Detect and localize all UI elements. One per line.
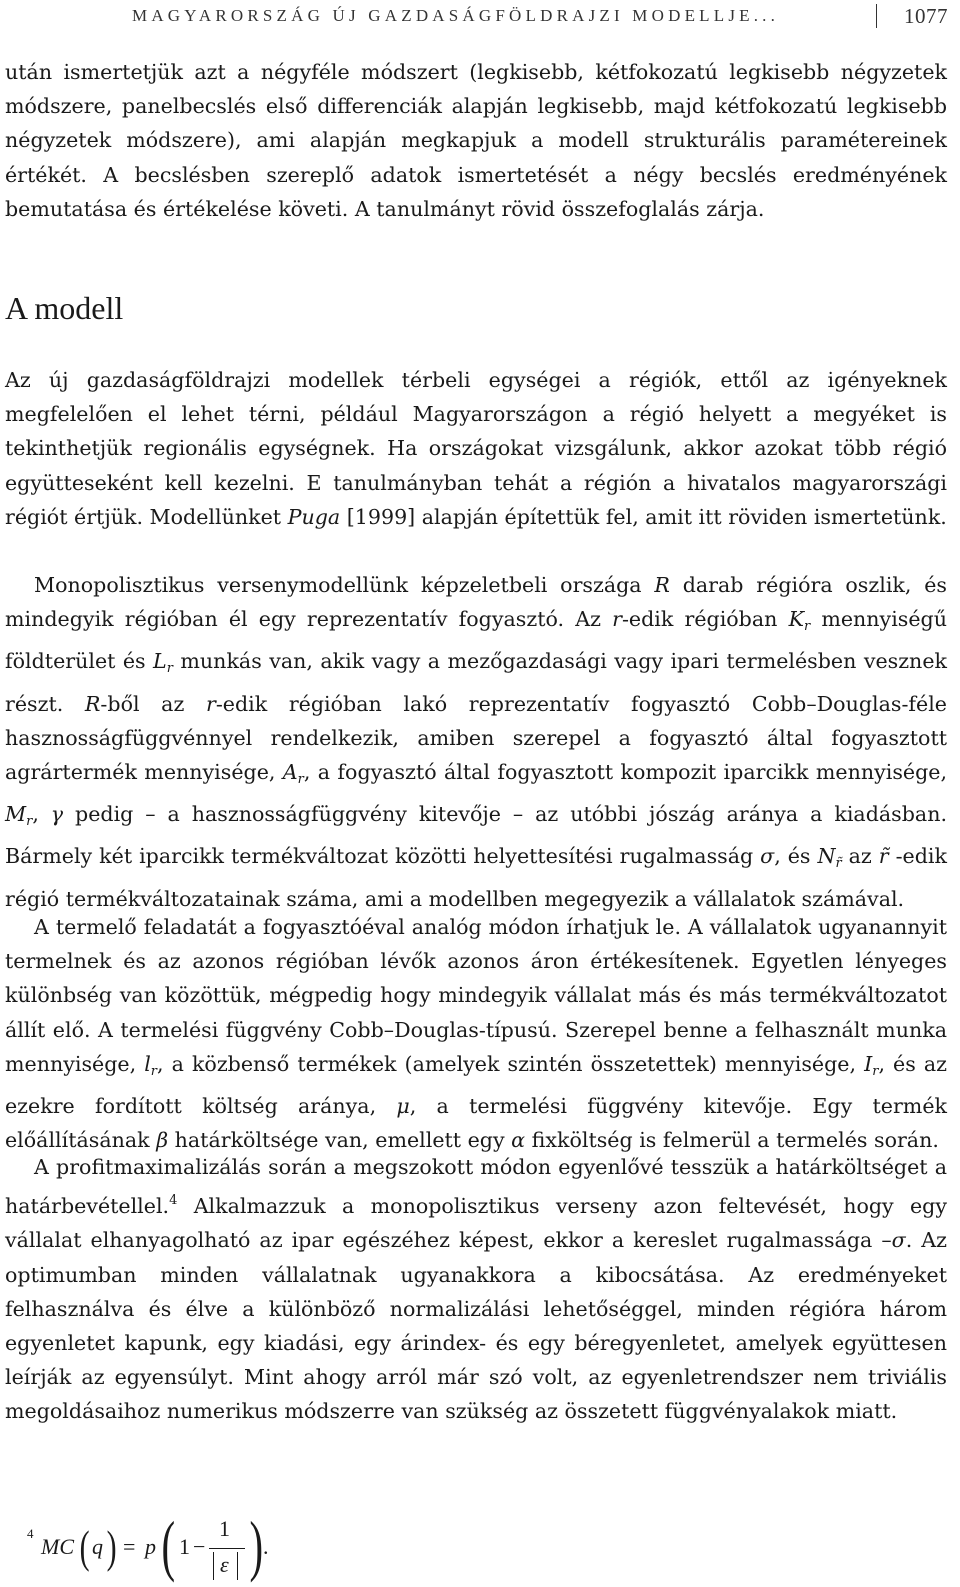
footnote-reference: 4 (169, 1193, 178, 1209)
footnote-number: 4 (27, 1526, 34, 1541)
paragraph-regions: Az új gazdaságföldrajzi modellek térbeli egységei a régiók, ettől az igényeknek megfelelően el lehet térni, például Magyarországon a régió helyett a megyéket is tekinthetjük regionális egységnek. Ha országokat vizsgálunk, akkor azokat több régió együtteseként kell kezelni. E tanulmányban tehát a régión a hivatalos magyarországi régiót értjük. Modellünket Puga [1999] alapján építettük fel, amit itt röviden ismertetünk. (5, 368, 947, 529)
paragraph-consumer: Monopolisztikus versenymodellünk képzeletbeli országa R darab régióra oszlik, és mindegyik régióban él egy reprezentatív fogyasztó. Az r-edik régióban $K_r$ mennyiségű földterület és $L_r$ munkás van, akik vagy a mezőgazdasági vagy ipari termelésben vesznek részt. R-ből az r-edik régióban lakó reprezentatív fogyasztó Cobb–Douglas-féle hasznosságfüggvénnyel rendelkezik, amiben szerepel a fogyasztó által fogyasztott agrártermék mennyisége, $A_r$, a fogyasztó által fogyasztott kompozit iparcikk mennyisége, $M_r$, γ pedig – a hasznosságfüggvény kitevője – az utóbbi jószág aránya a kiadásban. Bármely két iparcikk termékváltozat közötti helyettesítési rugalmasság σ, és $N_{r̃}$ az r̃ -edik régió termékváltozatainak száma, ami a modellben megegyezik a vállalatok számával. (5, 573, 948, 911)
footnote-formula: MC ( q ) = p ( 1 − 1 ε ) . (41, 1507, 269, 1583)
footnote (27, 1507, 433, 1584)
running-head-title: MAGYARORSZÁG ÚJ GAZDASÁGFÖLDRAJZI MODELLJE... (132, 6, 780, 25)
running-head-separator (876, 4, 877, 28)
intro-paragraph: után ismertetjük azt a négyféle módszert (legkisebb, kétfokozatú legkisebb négyzetek módszere, panelbecslés első differenciák alapján legkisebb, majd kétfokozatú legkisebb négyzetek módszere), ami alapján megkapjuk a modell strukturális paramétereinek értékét. A becslésben szereplő adatok ismertetését a négy becslés eredményének bemutatása és értékelése követi. A tanulmányt rövid összefoglalás zárja. (5, 60, 947, 221)
page-number: 1077 (904, 4, 948, 28)
section-heading: A modell (5, 290, 124, 326)
running-head (110, 4, 948, 30)
paragraph-profit: A profitmaximalizálás során a megszokott módon egyenlővé tesszük a határköltséget a határbevétellel.$^4$ Alkalmazzuk a monopolisztikus verseny azon feltevését, hogy egy vállalat elhanyagolható az ipar egészéhez képest, ekkor a kereslet rugalmassága –σ. Az optimumban minden vállalatnak ugyanakkora a kibocsátása. Az eredményeket felhasználva és élve a különböző normalizálási lehetőséggel, minden régióra három egyenletet kapunk, egy kiadási, egy árindex- és egy béregyenletet, amelyek együttesen leírják az egyensúlyt. Mint ahogy arról már szó volt, az egyenletrendszer nem triviális megoldásaihoz numerikus módszerre van szükség az összetett függvényalakok miatt. (5, 1155, 947, 1424)
paragraph-producer: A termelő feladatát a fogyasztóéval analóg módon írhatjuk le. A vállalatok ugyanannyit termelnek és az azonos régióban lévők azonos áron értékesítenek. Egyetlen lényeges különbség van közöttük, mégpedig hogy mindegyik vállalat más és más termékváltozatot állít elő. A termelési függvény Cobb–Douglas-típusú. Szerepel benne a felhasznált munka mennyisége, $l_r$, a közbenső termékek (amelyek szintén összetettek) mennyisége, $I_r$, és az ezekre fordított költség aránya, μ, a termelési függvény kitevője. Egy termék előállításának β határköltsége van, emellett egy α fixköltség is felmerül a termelés során. (5, 915, 947, 1153)
citation-author: Puga (287, 504, 341, 529)
